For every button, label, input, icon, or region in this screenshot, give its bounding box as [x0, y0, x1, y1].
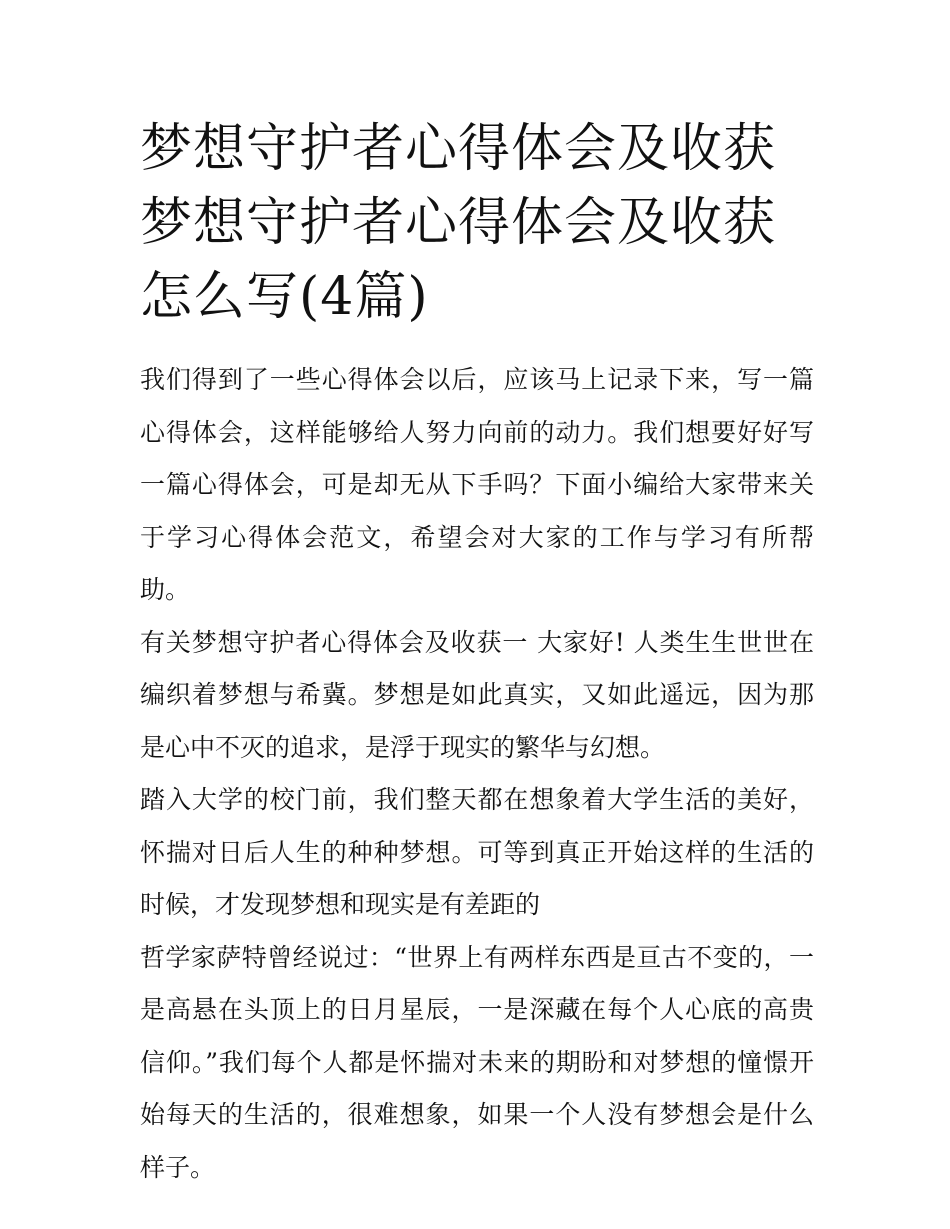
- paragraph-intro: 我们得到了一些心得体会以后，应该马上记录下来，写一篇心得体会，这样能够给人努力向前的动力。我们想要好好写一篇心得体会，可是却无从下手吗？下面小编给大家带来关于学习心得体会范文，希望会对大家的工作与学习有所帮助。: [140, 365, 814, 604]
- document-body: [140, 112, 814, 1194]
- paragraph-one: 有关梦想守护者心得体会及收获一 大家好! 人类生生世世在编织着梦想与希冀。梦想是如此真实，又如此遥远，因为那是心中不灭的追求，是浮于现实的繁华与幻想。: [140, 627, 814, 762]
- paragraph-two: 踏入大学的校门前，我们整天都在想象着大学生活的美好，怀揣对日后人生的种种梦想。可等到真正开始这样的生活的时候，才发现梦想和现实是有差距的: [140, 785, 814, 919]
- paragraph-three: 哲学家萨特曾经说过：“世界上有两样东西是亘古不变的，一是高悬在头顶上的日月星辰，一是深藏在每个人心底的高贵信仰。”我们每个人都是怀揣对未来的期盼和对梦想的憧憬开始每天的生活的，很难想象，如果一个人没有梦想会是什么样子。: [140, 942, 814, 1182]
- page-title: 梦想守护者心得体会及收获 梦想守护者心得体会及收获怎么写(4篇): [140, 119, 777, 327]
